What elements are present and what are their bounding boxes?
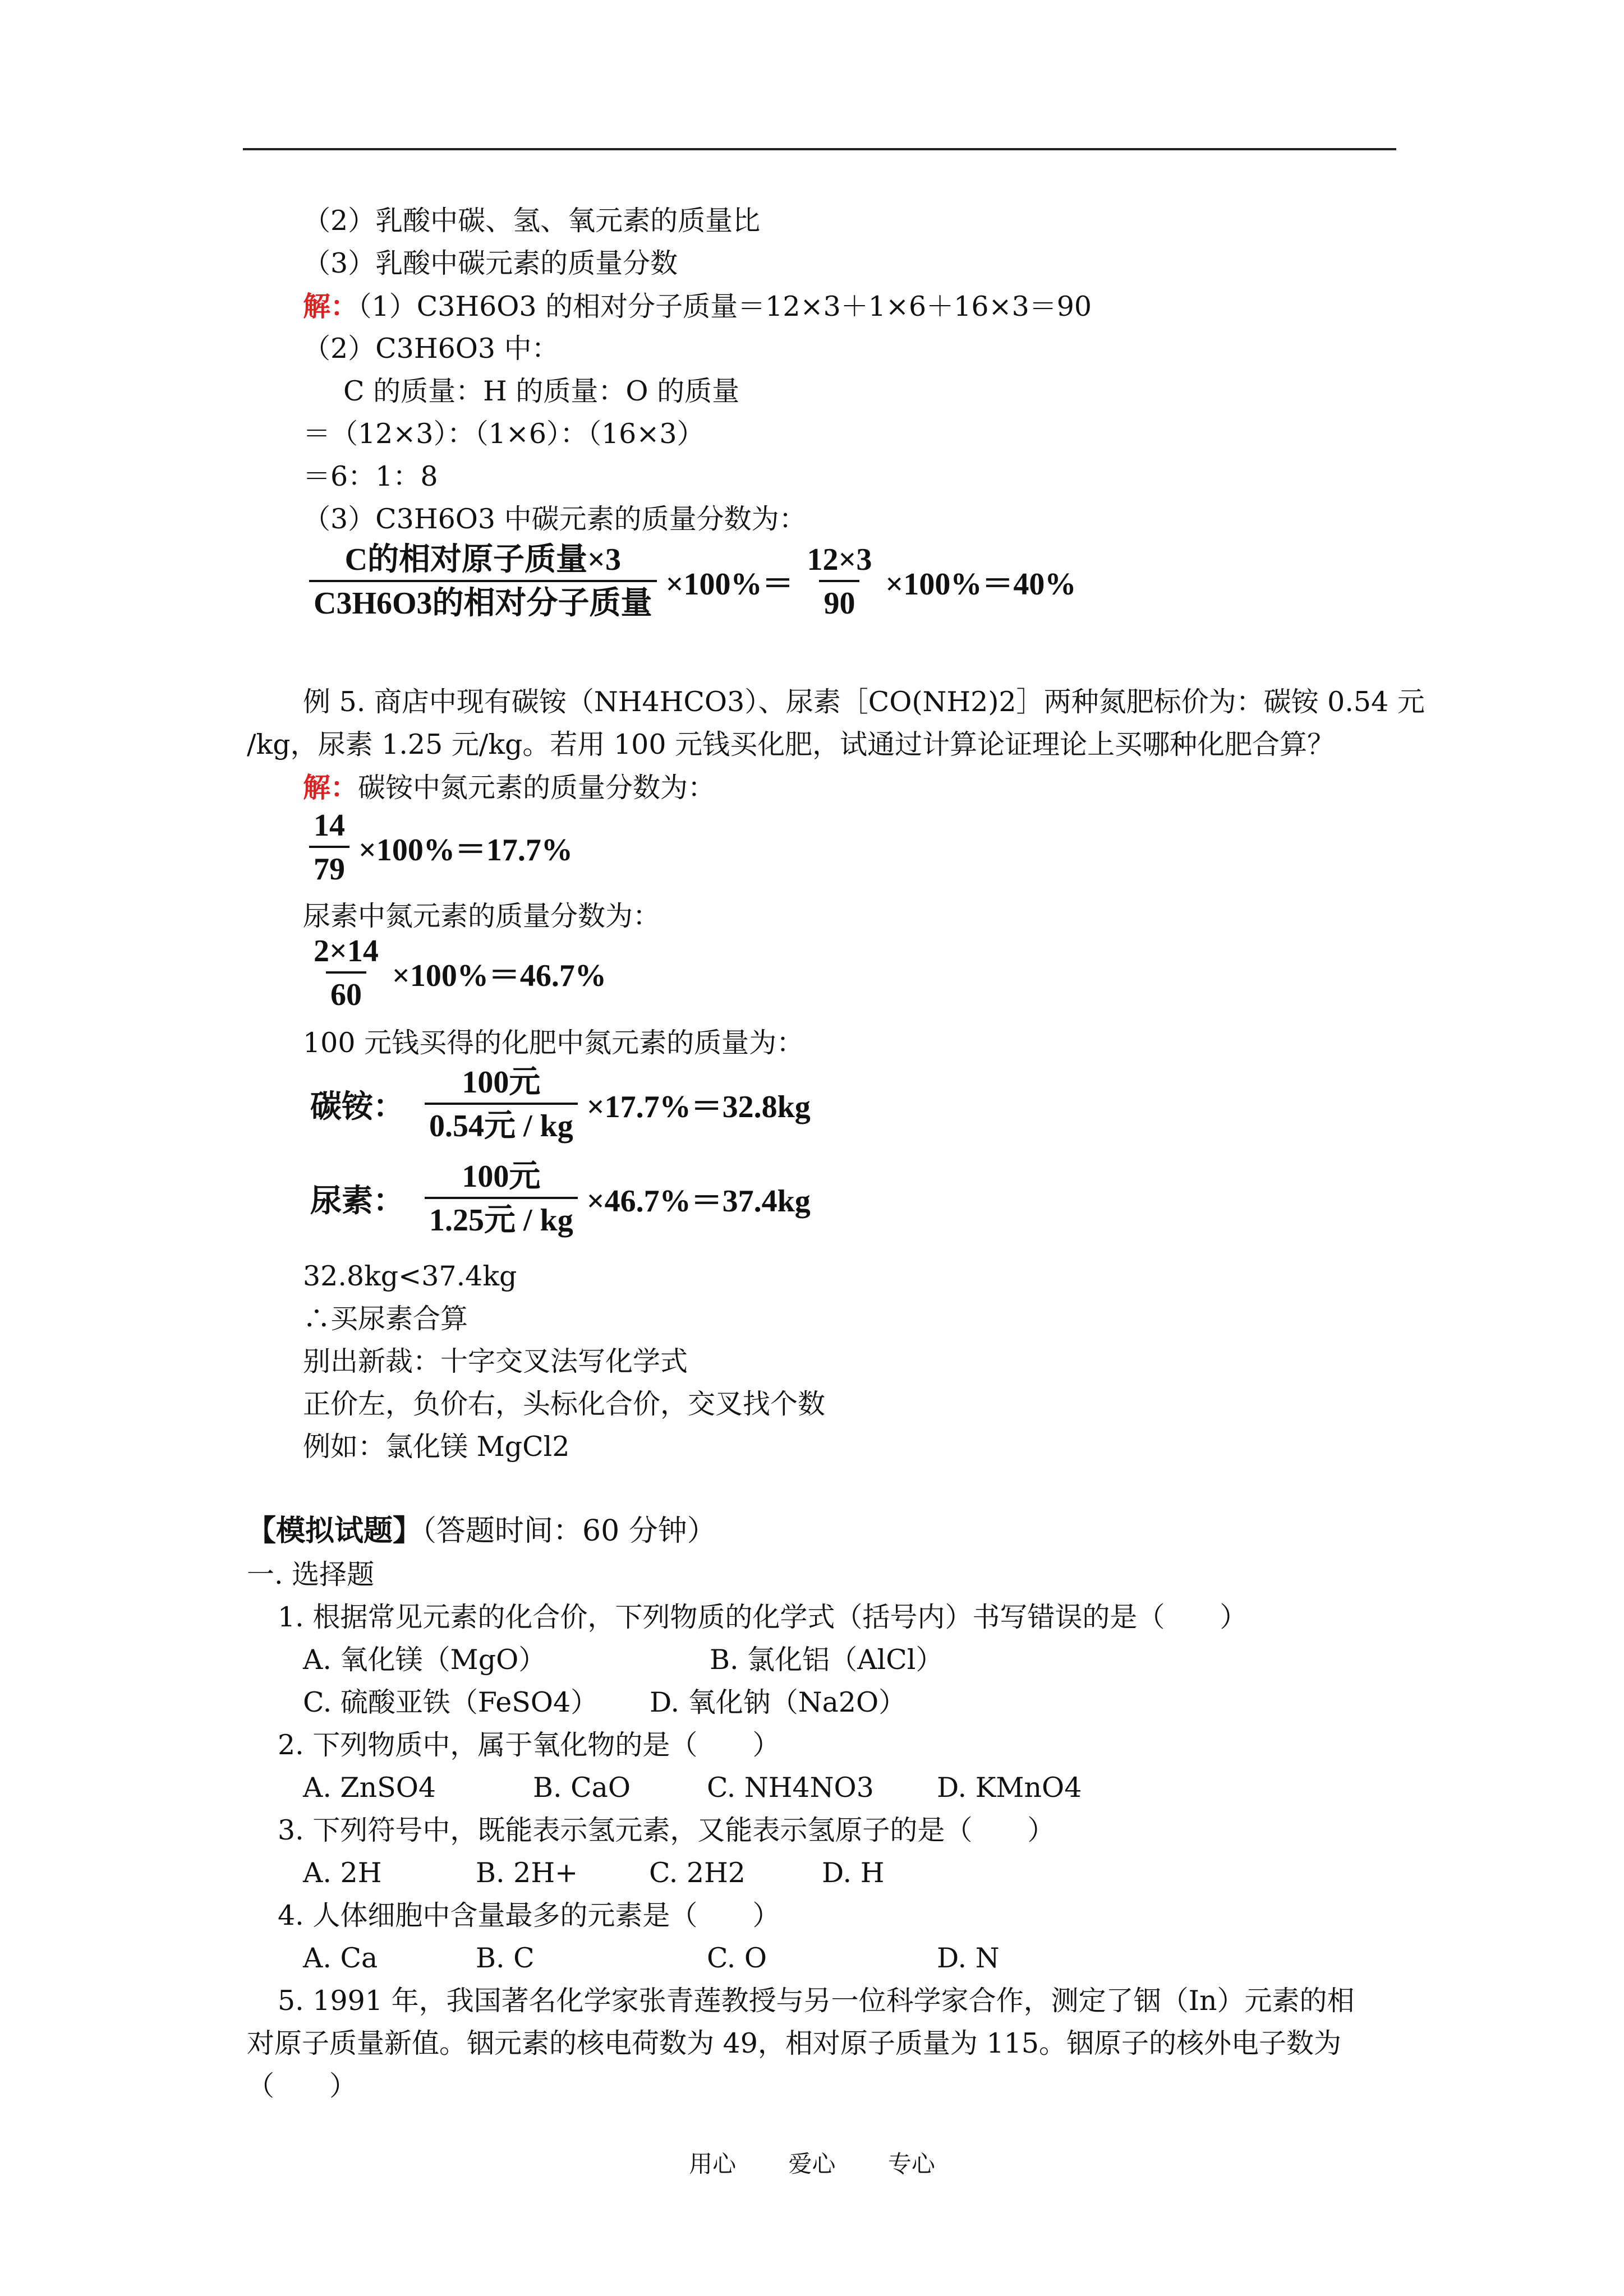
simulated-test-time: （答题时间：60 分钟）: [422, 1514, 716, 1548]
solution-label: 解：: [303, 290, 358, 322]
q2-option-b: B. CaO: [533, 1772, 631, 1804]
solution-line-6: （3）C3H6O3 中碳元素的质量分数为：: [303, 503, 807, 535]
example-5-solution: [303, 771, 715, 805]
tip-title: 别出新裁：十字交叉法写化学式: [303, 1345, 688, 1377]
q2-option-a: A. ZnSO4: [303, 1772, 436, 1804]
fraction: [425, 1159, 578, 1238]
page-footer: [0, 2146, 1624, 2179]
q4-option-a: A. Ca: [303, 1942, 378, 1974]
question-2: 2. 下列物质中，属于氧化物的是（ ）: [278, 1729, 780, 1761]
q1-option-b: B. 氯化铝（AlCl）: [710, 1644, 944, 1676]
equation-ammonium-n-fraction: [306, 808, 578, 887]
q2-option-d: D. KMnO4: [937, 1772, 1082, 1804]
result: ×100%＝40%: [885, 567, 1076, 602]
tip-rule: 正价左，负价右，头标化合价，交叉找个数: [303, 1388, 826, 1420]
fraction: [309, 808, 349, 887]
simulated-test-heading: [247, 1514, 716, 1548]
question-5-line-3: （ ）: [247, 2070, 357, 2102]
denominator: 79: [309, 846, 349, 887]
question-5-line-1: 5. 1991 年，我国著名化学家张青莲教授与另一位科学家合作，测定了铟（In）元素的相: [278, 1985, 1355, 2017]
numerator: 2×14: [314, 934, 379, 969]
solution-line-1-text: （1）C3H6O3 的相对分子质量＝12×3＋1×6＋16×3＝90: [358, 291, 1092, 322]
q4-option-b: B. C: [476, 1942, 535, 1974]
fraction: [802, 542, 876, 621]
tip-example: 例如：氯化镁 MgCl2: [303, 1431, 570, 1463]
denominator: 1.25元 / kg: [425, 1197, 578, 1238]
example-5-line-2: /kg，尿素 1.25 元/kg。若用 100 元钱买化肥，试通过计算论证理论上买哪种化肥合算？: [247, 729, 1335, 760]
q1-option-d: D. 氧化钠（Na2O）: [650, 1686, 907, 1718]
numerator: 100元: [462, 1159, 541, 1194]
example-5-solution-text: 碳铵中氮元素的质量分数为：: [358, 772, 716, 804]
solution-label: 解：: [303, 771, 358, 804]
q4-option-d: D. N: [937, 1942, 1000, 1974]
question-3: 3. 下列符号中，既能表示氢元素，又能表示氢原子的是（ ）: [278, 1814, 1055, 1846]
denominator: C3H6O3的相对分子质量: [309, 580, 657, 621]
footer-word: 专心: [887, 2150, 935, 2178]
numerator: C的相对原子质量×3: [344, 542, 621, 577]
result: ×17.7%＝32.8kg: [586, 1090, 811, 1124]
numerator: 12×3: [807, 542, 872, 577]
solution-line-3: C 的质量：H 的质量：O 的质量: [343, 375, 740, 407]
q1-option-c: C. 硫酸亚铁（FeSO4）: [303, 1686, 599, 1718]
q3-option-d: D. H: [822, 1857, 885, 1889]
result: ×100%＝46.7%: [392, 958, 606, 993]
equation-ammonium-mass: [310, 1064, 816, 1144]
question-3-mass-fraction: （3）乳酸中碳元素的质量分数: [303, 247, 678, 279]
equation-label: 尿素：: [310, 1184, 404, 1219]
result: ×46.7%＝37.4kg: [586, 1184, 811, 1219]
numerator: 14: [314, 808, 345, 843]
comparison: 32.8kg<37.4kg: [303, 1260, 517, 1292]
simulated-test-title: 【模拟试题】: [247, 1514, 422, 1548]
fraction: [309, 542, 657, 621]
footer-word: 用心: [689, 2150, 737, 2178]
question-5-line-2: 对原子质量新值。铟元素的核电荷数为 49，相对原子质量为 115。铟原子的核外电子数为: [247, 2027, 1342, 2059]
question-4: 4. 人体细胞中含量最多的元素是（ ）: [278, 1899, 780, 1931]
hundred-yuan-line: 100 元钱买得的化肥中氮元素的质量为：: [303, 1027, 804, 1059]
q3-option-b: B. 2H+: [476, 1857, 578, 1889]
q3-option-c: C. 2H2: [649, 1857, 746, 1889]
q4-option-c: C. O: [707, 1942, 767, 1974]
denominator: 90: [819, 580, 859, 621]
example-5-line-1: 例 5. 商店中现有碳铵（NH4HCO3）、尿素［CO(NH2)2］两种氮肥标价为：碳铵 0.54 元: [303, 686, 1425, 718]
section-multiple-choice: 一. 选择题: [247, 1559, 375, 1590]
q3-option-a: A. 2H: [303, 1857, 382, 1889]
equation-urea-mass: [310, 1159, 816, 1238]
equation-carbon-fraction: [306, 542, 1082, 621]
question-2-mass-ratio: （2）乳酸中碳、氢、氧元素的质量比: [303, 205, 761, 237]
q2-option-c: C. NH4NO3: [707, 1772, 874, 1804]
denominator: 0.54元 / kg: [425, 1103, 578, 1144]
result: ×100%＝17.7%: [358, 833, 573, 868]
header-rule: [243, 148, 1396, 150]
solution-line-1: [303, 289, 1092, 324]
q1-option-a: A. 氧化镁（MgO）: [303, 1644, 546, 1676]
equation-urea-n-fraction: [306, 933, 612, 1013]
footer-word: 爱心: [788, 2150, 836, 2178]
solution-line-2: （2）C3H6O3 中：: [303, 333, 559, 365]
urea-fraction-line: 尿素中氮元素的质量分数为：: [303, 900, 661, 932]
numerator: 100元: [462, 1065, 541, 1100]
solution-line-5: ＝6：1：8: [303, 460, 438, 492]
conclusion: ∴买尿素合算: [303, 1303, 468, 1335]
denominator: 60: [326, 971, 366, 1013]
fraction: [309, 933, 383, 1013]
fraction: [425, 1064, 578, 1144]
question-1: 1. 根据常见元素的化合价，下列物质的化学式（括号内）书写错误的是（ ）: [278, 1601, 1248, 1633]
equation-label: 碳铵：: [310, 1090, 404, 1124]
solution-line-4: ＝（12×3）：（1×6）：（16×3）: [303, 418, 705, 450]
operator: ×100%＝: [665, 567, 794, 602]
